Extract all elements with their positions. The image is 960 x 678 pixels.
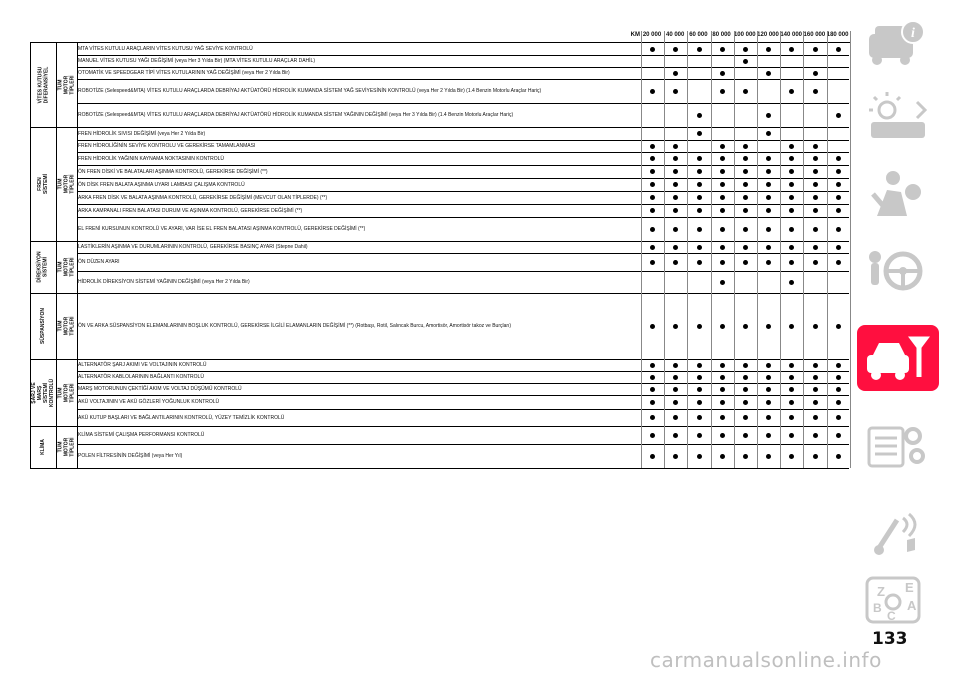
km-column-divider xyxy=(711,31,712,468)
service-dot xyxy=(650,245,655,250)
service-dot xyxy=(743,454,748,459)
service-dot xyxy=(720,182,725,187)
service-dot xyxy=(743,363,748,368)
service-dot xyxy=(720,400,725,405)
row-description: MARŞ MOTORUNUN ÇEKTİĞİ AKIM VE VOLTAJ DÜŞÜMÜ KONTROLÜ xyxy=(78,386,242,392)
service-dot xyxy=(650,227,655,232)
km-column-divider xyxy=(780,31,781,468)
row-description: EL FRENİ KURSUNUN KONTROLÜ VE AYARI, VAR İSE EL FREN BALATASI AŞINMA KONTROLÜ, GEREKİRSE DEĞİŞİMİ (**) xyxy=(78,226,366,232)
km-column-divider xyxy=(664,31,665,468)
row-description: MANUEL VİTES KUTUSU YAĞI DEĞİŞİMİ (veya Her 3 Yılda Bir) (MTA VİTES KUTULU ARAÇLAR DAHİL) xyxy=(78,58,315,64)
service-dot xyxy=(697,375,702,380)
service-dot xyxy=(720,415,725,420)
car-info-nav[interactable] xyxy=(857,10,939,76)
service-dot xyxy=(720,375,725,380)
service-dot xyxy=(813,387,818,392)
service-dot xyxy=(720,208,725,213)
service-dot xyxy=(789,400,794,405)
service-dot xyxy=(836,245,841,250)
service-dot xyxy=(650,375,655,380)
service-dot xyxy=(836,169,841,174)
service-dot xyxy=(697,47,702,52)
category-label: SÜSPANSİYON xyxy=(40,307,46,345)
service-dot xyxy=(697,387,702,392)
service-dot xyxy=(743,195,748,200)
svg-text:Z: Z xyxy=(877,584,885,599)
service-dot xyxy=(720,71,725,76)
row-description: MTA VİTES KUTULU ARAÇLARIN VİTES KUTUSU YAĞ SEVİYE KONTROLÜ xyxy=(78,46,253,52)
service-dot xyxy=(650,47,655,52)
service-dot xyxy=(673,208,678,213)
km-column-divider xyxy=(641,31,642,468)
service-dot xyxy=(766,47,771,52)
service-dot xyxy=(789,156,794,161)
service-dot xyxy=(789,415,794,420)
km-column-label: 100 000 xyxy=(733,32,756,38)
row-description: ROBOTİZE (Selespeed&MTA) VİTES KUTULU ARAÇLARDA DEBRİYAJ AKTÜATÖRÜ HİDROLİK KUMANDA SİSTEM YAĞ SEVİYESİNİN KONTROLÜ (veya Her 2 Yılda Bir) (1.4 Benzin Motorlu Araçlar Hariç) xyxy=(78,88,542,94)
row-description: ÖN FREN DİSKİ VE BALATALARI AŞINMA KONTROLÜ, GEREKİRSE DEĞİŞİMİ (**) xyxy=(78,168,268,175)
category-label: VİTES KUTUSU DİFERANSİYEL xyxy=(37,66,50,104)
service-dot xyxy=(743,433,748,438)
service-dot xyxy=(697,245,702,250)
km-column-divider xyxy=(734,31,735,468)
service-dot xyxy=(836,156,841,161)
row-description: LASTİKLERİN AŞINMA VE DURUMLARININ KONTROLÜ, GEREKİRSE BASINÇ AYARI (Stepne Dahil) xyxy=(78,244,308,250)
table-header xyxy=(30,31,850,43)
service-dot xyxy=(673,227,678,232)
service-dot xyxy=(650,156,655,161)
service-dot xyxy=(743,260,748,265)
service-dot xyxy=(766,415,771,420)
service-dot xyxy=(813,324,818,329)
service-dot xyxy=(697,433,702,438)
service-dot xyxy=(766,195,771,200)
service-dot xyxy=(813,144,818,149)
dashboard-lights-icon xyxy=(857,86,939,152)
service-dot xyxy=(766,363,771,368)
service-dot xyxy=(766,113,771,118)
svg-text:A: A xyxy=(907,598,917,613)
service-dot xyxy=(743,182,748,187)
service-dot xyxy=(789,47,794,52)
service-dot xyxy=(650,195,655,200)
row-description: AKÜ VOLTAJININ VE AKÜ GÖZLERİ YOĞUNLUK KONTROLÜ xyxy=(78,399,220,405)
engine-type-cell xyxy=(56,426,77,468)
engine-type-label: TÜM MOTOR TİPLERİ xyxy=(57,75,76,95)
row-description: ALTERNATÖR ŞARJ AKIMI VE VOLTAJININ KONTROLÜ xyxy=(78,362,207,368)
car-maintenance-icon xyxy=(857,325,939,391)
service-dot xyxy=(813,245,818,250)
service-dot xyxy=(836,227,841,232)
service-dot xyxy=(836,195,841,200)
row-description: ALTERNATÖR KABLOLARININ BAĞLANTI KONTROLÜ xyxy=(78,374,204,380)
km-column-label: 60 000 xyxy=(689,32,708,38)
page-number: 133 xyxy=(872,629,908,649)
service-dot xyxy=(813,89,818,94)
service-dot xyxy=(673,433,678,438)
service-dot xyxy=(836,324,841,329)
row-description: POLEN FİLTRESİNİN DEĞİŞİMİ (veya Her Yıl) xyxy=(78,453,183,459)
service-dot xyxy=(766,387,771,392)
row-description: ARKA FREN DİSK VE BALATA AŞINMA KONTROLÜ, GEREKİRSE DEĞİŞİMİ (MEVCUT OLAN TİPLERDE) (**) xyxy=(78,194,328,201)
service-dot xyxy=(697,324,702,329)
service-dot xyxy=(697,227,702,232)
service-dot xyxy=(789,227,794,232)
row-description: OTOMATİK VE SPEEDGEAR TİPİ VİTES KUTULARININ YAĞ DEĞİŞİMİ (veya Her 2 Yılda Bir) xyxy=(78,70,290,76)
row-description: AKÜ KUTUP BAŞLARI VE BAĞLANTILARININ KONTROLÜ, YÜZEY TEMİZLİK KONTROLÜ xyxy=(78,414,285,421)
engine-type-label: TÜM MOTOR TİPLERİ xyxy=(57,382,76,403)
service-dot xyxy=(650,208,655,213)
index-alphabet-nav[interactable] xyxy=(857,566,939,632)
service-dot xyxy=(650,169,655,174)
service-dot xyxy=(697,182,702,187)
service-dot xyxy=(650,260,655,265)
service-dot xyxy=(720,89,725,94)
service-dot xyxy=(813,375,818,380)
km-column-label: 120 000 xyxy=(757,32,779,38)
service-dot xyxy=(673,144,678,149)
row-description: FREN HİDROLİK SIVISI DEĞİŞİMİ (veya Her 2 Yılda Bir) xyxy=(78,130,206,137)
service-dot xyxy=(789,245,794,250)
car-info-icon xyxy=(857,10,939,76)
service-dot xyxy=(673,387,678,392)
service-dot xyxy=(766,208,771,213)
row-description: ARKA KAMPANALI FREN BALATASI DURUM VE AŞINMA KONTROLÜ, GEREKİRSE DEĞİŞİMİ (**) xyxy=(78,207,303,214)
service-dot xyxy=(743,208,748,213)
row-description: ÖN DÜZEN AYARI xyxy=(78,259,120,265)
service-dot xyxy=(766,324,771,329)
service-dot xyxy=(673,182,678,187)
service-dot xyxy=(836,113,841,118)
service-dot xyxy=(650,363,655,368)
service-dot xyxy=(766,131,771,136)
service-dot xyxy=(697,415,702,420)
multimedia-icon xyxy=(857,500,939,566)
airbag-safety-nav[interactable] xyxy=(857,162,939,228)
row-description: HİDROLİK DİREKSİYON SİSTEMİ YAĞININ DEĞİŞİMİ (veya Her 2 Yılda Bir) xyxy=(78,279,250,285)
service-dot xyxy=(766,169,771,174)
engine-type-label: TÜM MOTOR TİPLERİ xyxy=(57,316,76,336)
engine-type-label: TÜM MOTOR TİPLERİ xyxy=(57,437,76,457)
service-dot xyxy=(813,260,818,265)
service-dot xyxy=(673,89,678,94)
service-dot xyxy=(813,400,818,405)
service-dot xyxy=(789,375,794,380)
service-dot xyxy=(836,260,841,265)
service-dot xyxy=(766,375,771,380)
service-dot xyxy=(697,131,702,136)
service-dot xyxy=(720,387,725,392)
row-description: ROBOTİZE (Selespeed&MTA) VİTES KUTULU ARAÇLARDA DEBRİYAJ AKTÜATÖRÜ HİDROLİK KUMANDA SİSTEM YAĞININ DEĞİŞİMİ (veya Her 3 Yılda Bir) (1.4 Benzin Motorlu Araçlar Hariç) xyxy=(78,112,514,118)
index-alphabet-icon xyxy=(857,566,939,632)
service-dot xyxy=(650,182,655,187)
service-dot xyxy=(743,415,748,420)
service-dot xyxy=(766,182,771,187)
service-dot xyxy=(673,71,678,76)
service-dot xyxy=(720,144,725,149)
multimedia-nav[interactable] xyxy=(857,500,939,566)
service-dot xyxy=(813,169,818,174)
row-description: ÖN DİSK FREN BALATA AŞINMA UYARI LAMBASI ÇALIŞMA KONTROLÜ xyxy=(78,181,245,188)
km-column-divider xyxy=(687,31,688,468)
service-dot xyxy=(697,156,702,161)
service-dot xyxy=(766,227,771,232)
service-dot xyxy=(813,71,818,76)
service-dot xyxy=(789,182,794,187)
engine-type-label: TÜM MOTOR TİPLERİ xyxy=(57,257,76,277)
service-dot xyxy=(673,415,678,420)
service-dot xyxy=(650,89,655,94)
service-dot xyxy=(813,433,818,438)
service-dot xyxy=(766,400,771,405)
watermark: carmanualsonline.info xyxy=(650,648,882,672)
service-dot xyxy=(789,387,794,392)
service-dot xyxy=(836,387,841,392)
service-dot xyxy=(789,324,794,329)
service-dot xyxy=(813,182,818,187)
service-dot xyxy=(673,260,678,265)
row-description: FREN HİDROLİK YAĞININ KAYNAMA NOKTASININ KONTROLÜ xyxy=(78,155,225,162)
service-dot xyxy=(813,363,818,368)
service-dot xyxy=(766,260,771,265)
engine-type-label: TÜM MOTOR TİPLERİ xyxy=(57,174,76,194)
row-description: FREN HİDROLİĞİNİN SEVİYE KONTROLU VE GEREKİRSE TAMAMLANMASI xyxy=(78,143,256,149)
km-column-label: 160 000 xyxy=(803,32,826,38)
service-dot xyxy=(673,47,678,52)
service-dot xyxy=(650,415,655,420)
service-dot xyxy=(836,375,841,380)
service-dot xyxy=(697,454,702,459)
service-dot xyxy=(789,144,794,149)
engine-type-cell xyxy=(56,241,77,293)
service-dot xyxy=(743,89,748,94)
category-label: DİREKSİYON SİSTEMİ xyxy=(37,251,49,283)
service-dot xyxy=(673,363,678,368)
service-dot xyxy=(720,47,725,52)
km-label: KM xyxy=(630,32,640,38)
service-dot xyxy=(813,47,818,52)
service-dot xyxy=(673,169,678,174)
km-column-divider xyxy=(827,31,828,468)
service-dot xyxy=(720,227,725,232)
svg-text:E: E xyxy=(905,580,914,595)
technical-specs-icon xyxy=(857,414,939,480)
technical-specs-nav[interactable] xyxy=(857,414,939,480)
service-dot xyxy=(697,260,702,265)
service-dot xyxy=(720,195,725,200)
service-dot xyxy=(650,454,655,459)
service-dot xyxy=(743,245,748,250)
key-steering-nav[interactable] xyxy=(857,237,939,303)
service-dot xyxy=(673,245,678,250)
column-divider xyxy=(77,43,78,468)
service-dot xyxy=(813,415,818,420)
service-dot xyxy=(697,400,702,405)
service-dot xyxy=(836,363,841,368)
service-dot xyxy=(789,363,794,368)
km-column-divider xyxy=(757,31,758,468)
service-dot xyxy=(720,156,725,161)
car-maintenance-nav[interactable] xyxy=(857,325,939,391)
service-dot xyxy=(697,113,702,118)
service-dot xyxy=(650,144,655,149)
service-dot xyxy=(836,208,841,213)
service-dot xyxy=(836,454,841,459)
service-dot xyxy=(697,195,702,200)
category-label-cell xyxy=(30,127,56,241)
group-divider xyxy=(30,468,849,469)
service-dot xyxy=(836,415,841,420)
service-dot xyxy=(743,169,748,174)
service-dot xyxy=(743,387,748,392)
service-dot xyxy=(766,245,771,250)
km-column-divider xyxy=(803,31,804,468)
service-dot xyxy=(789,208,794,213)
service-dot xyxy=(766,433,771,438)
km-column-label: 40 000 xyxy=(666,32,685,38)
service-dot xyxy=(673,400,678,405)
service-dot xyxy=(650,433,655,438)
service-dot xyxy=(720,260,725,265)
category-label: KLİMA xyxy=(40,439,46,455)
category-label-cell xyxy=(30,359,56,426)
column-divider xyxy=(56,43,57,468)
engine-type-cell xyxy=(56,43,77,127)
key-steering-icon xyxy=(857,237,939,303)
km-column-divider xyxy=(850,31,851,468)
service-dot xyxy=(720,245,725,250)
service-dot xyxy=(720,324,725,329)
category-label-cell xyxy=(30,241,56,293)
service-dot xyxy=(720,280,725,285)
service-dot xyxy=(836,182,841,187)
column-divider xyxy=(30,43,31,468)
service-dot xyxy=(836,400,841,405)
service-dot xyxy=(720,433,725,438)
service-dot xyxy=(743,47,748,52)
service-dot xyxy=(789,169,794,174)
service-dot xyxy=(789,89,794,94)
engine-type-cell xyxy=(56,293,77,359)
service-dot xyxy=(673,324,678,329)
service-dot xyxy=(836,433,841,438)
km-column-label: 140 000 xyxy=(780,32,803,38)
service-dot xyxy=(673,375,678,380)
service-dot xyxy=(813,227,818,232)
category-label-cell xyxy=(30,293,56,359)
service-dot xyxy=(650,387,655,392)
engine-type-cell xyxy=(56,127,77,241)
service-dot xyxy=(743,324,748,329)
service-dot xyxy=(743,400,748,405)
service-dot xyxy=(789,280,794,285)
service-dot xyxy=(697,169,702,174)
service-dot xyxy=(766,71,771,76)
service-dot xyxy=(766,156,771,161)
row-description: KLİMA SİSTEMİ ÇALIŞMA PERFORMANSI KONTROLÜ xyxy=(78,432,205,438)
service-dot xyxy=(789,260,794,265)
svg-text:i: i xyxy=(911,26,915,41)
service-dot xyxy=(766,454,771,459)
service-dot xyxy=(813,454,818,459)
km-column-label: 180 000 xyxy=(826,32,849,38)
row-description: ÖN VE ARKA SÜSPANSİYON ELEMANLARININ BOŞLUK KONTROLÜ, GEREKİRSE İLGİLİ ELAMANLARIN DEĞİŞİMİ (**) (Rotbaşı, Rotil, Salıncak Burcu, Amortisör, Amortisör takoz ve Burçları) xyxy=(78,323,512,329)
service-dot xyxy=(743,144,748,149)
service-dot xyxy=(789,195,794,200)
service-dot xyxy=(697,208,702,213)
service-dot xyxy=(743,227,748,232)
service-dot xyxy=(697,363,702,368)
km-column-label: 80 000 xyxy=(712,32,731,38)
service-dot xyxy=(789,433,794,438)
service-dot xyxy=(673,195,678,200)
km-column-label: 20 000 xyxy=(642,32,662,38)
service-dot xyxy=(743,375,748,380)
service-dot xyxy=(836,47,841,52)
service-dot xyxy=(743,156,748,161)
service-dot xyxy=(650,400,655,405)
service-dot xyxy=(789,454,794,459)
airbag-safety-icon xyxy=(857,162,939,228)
service-dot xyxy=(673,454,678,459)
service-dot xyxy=(720,169,725,174)
engine-type-cell xyxy=(56,359,77,426)
service-dot xyxy=(813,208,818,213)
svg-text:B: B xyxy=(873,601,882,615)
dashboard-lights-nav[interactable] xyxy=(857,86,939,152)
service-dot xyxy=(720,454,725,459)
category-label: FREN SİSTEMİ xyxy=(37,174,49,195)
service-dot xyxy=(813,195,818,200)
category-label: ŞARJ VE MARŞ SİSTEMİ KONTROLÜ xyxy=(31,378,56,407)
service-dot xyxy=(743,59,748,64)
service-dot xyxy=(813,156,818,161)
service-dot xyxy=(673,156,678,161)
category-label-cell xyxy=(30,426,56,468)
service-dot xyxy=(650,324,655,329)
svg-text:C: C xyxy=(887,609,896,623)
category-label-cell xyxy=(30,43,56,127)
service-dot xyxy=(720,363,725,368)
